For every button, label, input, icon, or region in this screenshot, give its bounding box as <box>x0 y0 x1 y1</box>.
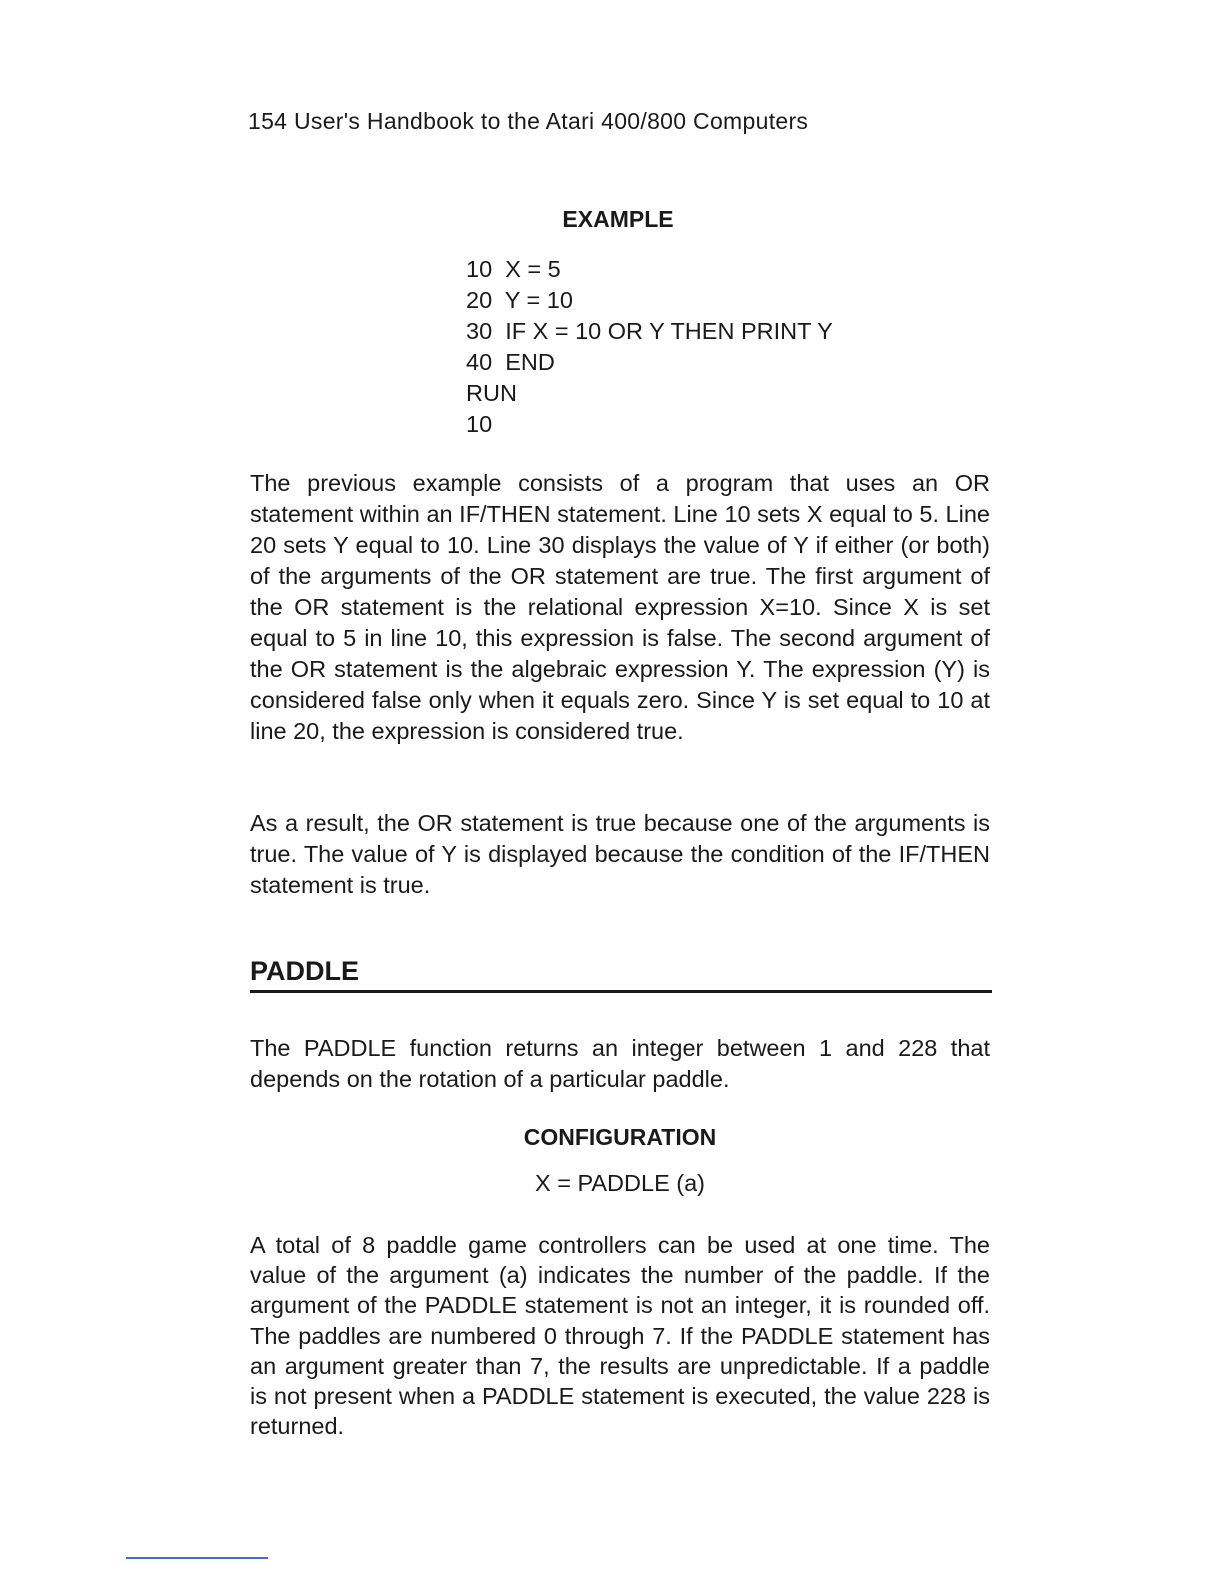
page-header <box>248 108 808 135</box>
example-title: EXAMPLE <box>562 206 674 232</box>
page-number: 154 <box>248 108 288 134</box>
result-paragraph: As a result, the OR statement is true because one of the arguments is true. The value of Y is displayed because the condition of the IF/THEN statement is true. <box>250 810 990 898</box>
paddle-intro-paragraph: The PADDLE function returns an integer between 1 and 228 that depends on the rotation of a particular paddle. <box>250 1035 990 1092</box>
section-divider <box>250 990 992 993</box>
paddle-body-paragraph: A total of 8 paddle game controllers can be used at one time. The value of the argument (a) indicates the number of the paddle. If the argument of the PADDLE statement is not an integer, it is rounded off. The paddles are numbered 0 through 7. If the PADDLE statement has an argument greater than 7, the results are unpredictable. If a paddle is not present when a PADDLE statement is executed, the value 228 is returned. <box>250 1232 990 1440</box>
code-line: 30 IF X = 10 OR Y THEN PRINT Y <box>466 318 833 344</box>
code-line: 10 <box>466 411 493 437</box>
explanation-paragraph: The previous example consists of a program that uses an OR statement within an IF/THEN statement. Line 10 sets X equal to 5. Line 20 sets Y equal to 10. Line 30 displays the value of Y if either (or both) of the arguments of the OR statement are true. The first argument of the OR statement is the relational expression X=10. Since X is set equal to 5 in line 10, this expression is false. The second argument of the OR statement is the algebraic expression Y. The expression (Y) is considered false only when it equals zero. Since Y is set equal to 10 at line 20, the expression is considered true. <box>250 470 990 744</box>
code-line: 10 X = 5 <box>466 256 561 282</box>
configuration-title: CONFIGURATION <box>523 1124 717 1150</box>
footer-divider <box>126 1557 268 1559</box>
code-line: RUN <box>466 380 517 406</box>
code-line: 40 END <box>466 349 555 375</box>
code-listing <box>466 254 833 440</box>
book-title: User's Handbook to the Atari 400/800 Computers <box>293 108 809 134</box>
configuration-expression: X = PADDLE (a) <box>535 1170 705 1196</box>
code-line: 20 Y = 10 <box>466 287 573 313</box>
section-heading: PADDLE <box>250 956 360 986</box>
